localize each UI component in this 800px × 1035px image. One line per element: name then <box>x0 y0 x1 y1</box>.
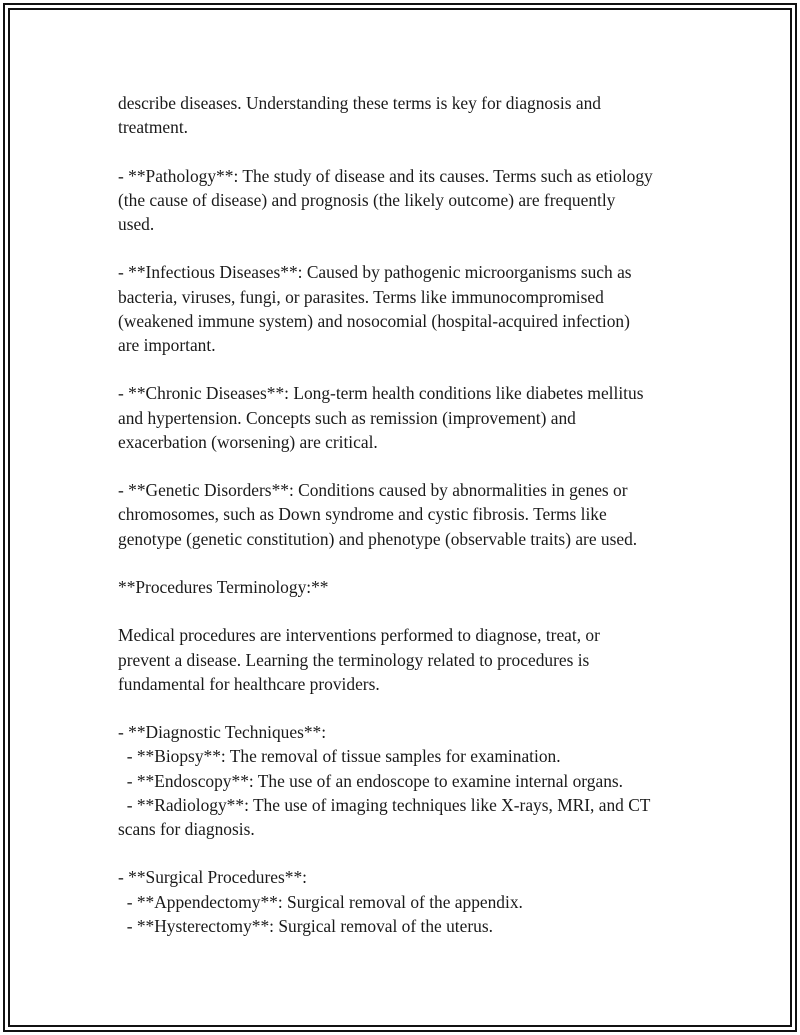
infectious-diseases-paragraph: - **Infectious Diseases**: Caused by pathogenic microorganisms such as bacteria, viruses, fungi, or parasites. Terms like immunocompromised (weakened immune system) and nosocomial (hospital-acquired infection) are important. <box>118 262 632 355</box>
list-item-radiology-continued: scans for diagnosis. <box>118 818 255 839</box>
list-item-radiology: - **Radiology**: The use of imaging techniques like X-rays, MRI, and CT <box>118 794 651 815</box>
chronic-diseases-paragraph: - **Chronic Diseases**: Long-term health conditions like diabetes mellitus and hypertension. Concepts such as remission (improvement) and exacerbation (worsening) are critical. <box>118 383 644 452</box>
document-body <box>118 91 698 962</box>
surgical-procedures-list <box>118 865 698 938</box>
diagnostic-techniques-list <box>118 720 698 841</box>
diagnostic-techniques-heading: - **Diagnostic Techniques**: <box>118 722 327 743</box>
list-item-appendectomy: - **Appendectomy**: Surgical removal of the appendix. <box>118 891 523 912</box>
genetic-disorders-paragraph: - **Genetic Disorders**: Conditions caused by abnormalities in genes or chromosomes, such as Down syndrome and cystic fibrosis. Terms like genotype (genetic constitution) and phenotype (observable traits) are used. <box>118 480 638 549</box>
pathology-paragraph: - **Pathology**: The study of disease and its causes. Terms such as etiology (the cause of disease) and prognosis (the likely outcome) are frequently used. <box>118 165 653 234</box>
intro-paragraph: describe diseases. Understanding these terms is key for diagnosis and treatment. <box>118 93 601 138</box>
list-item-biopsy: - **Biopsy**: The removal of tissue samples for examination. <box>118 746 561 767</box>
list-item-endoscopy: - **Endoscopy**: The use of an endoscope to examine internal organs. <box>118 770 624 791</box>
procedures-heading: **Procedures Terminology:** <box>118 576 329 597</box>
surgical-procedures-heading: - **Surgical Procedures**: <box>118 867 308 888</box>
list-item-hysterectomy: - **Hysterectomy**: Surgical removal of the uterus. <box>118 915 493 936</box>
procedures-intro-paragraph: Medical procedures are interventions performed to diagnose, treat, or prevent a disease. Learning the terminology related to procedures is fundamental for healthcare providers. <box>118 625 600 694</box>
